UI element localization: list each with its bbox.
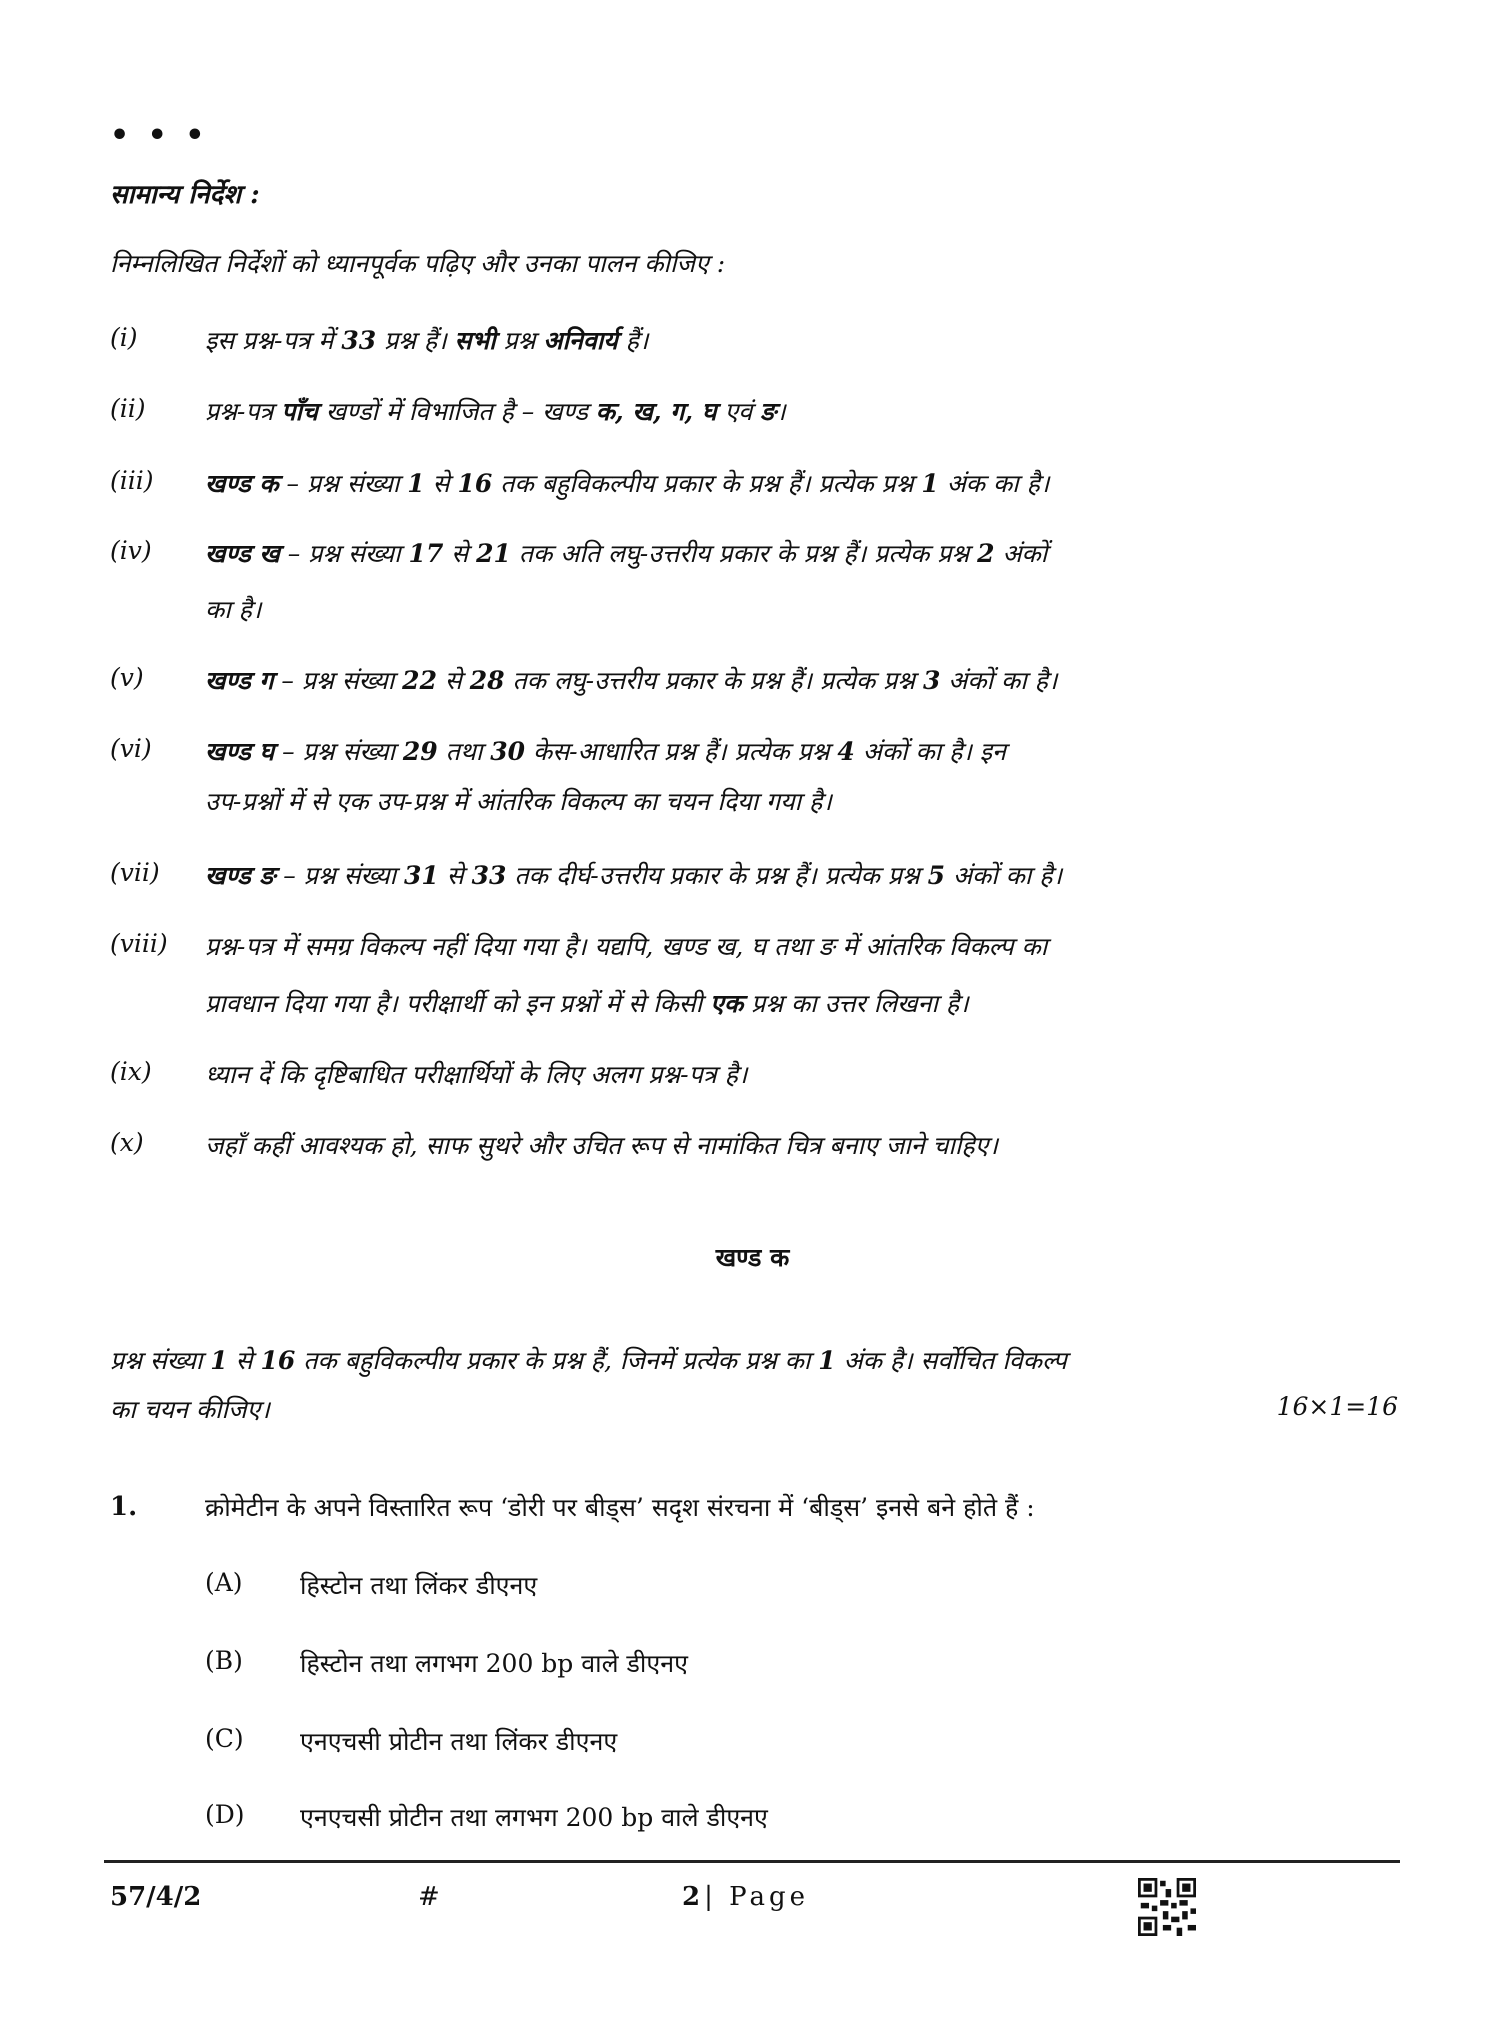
- text-segment: – प्रश्न संख्या: [275, 861, 405, 890]
- option-label: (C): [205, 1724, 244, 1753]
- instruction-number: (ix): [110, 1057, 152, 1086]
- text-segment: जहाँ कहीं आवश्यक हो, साफ सुथरे और उचित रूप से नामांकित चित्र बनाए जाने चाहिए।: [205, 1131, 998, 1160]
- instruction-line: [205, 1057, 747, 1091]
- instruction-line: [205, 663, 1057, 697]
- text-segment: – प्रश्न संख्या: [279, 539, 409, 568]
- text-segment: ध्यान दें कि दृष्टिबाधित परीक्षार्थियों के लिए अलग प्रश्न-पत्र है।: [205, 1060, 748, 1089]
- bold-text: सभी: [454, 326, 496, 355]
- instruction-line: [205, 466, 1049, 500]
- intro-line: [110, 1343, 1067, 1377]
- instruction-number: (x): [110, 1128, 144, 1157]
- text-segment: अंकों का है।: [940, 666, 1058, 695]
- page-number: 2: [682, 1882, 705, 1912]
- text-segment: हैं।: [617, 326, 649, 355]
- text-segment: तथा: [437, 737, 491, 766]
- footer-rule: [104, 1860, 1400, 1863]
- text-segment: – प्रश्न संख्या: [273, 666, 403, 695]
- bold-text: खण्ड ग: [205, 666, 274, 695]
- instructions-lead: निम्नलिखित निर्देशों को ध्यानपूर्वक पढ़िए और उनका पालन कीजिए :: [110, 249, 726, 278]
- option-text: एनएचसी प्रोटीन तथा लगभग 200 bp वाले डीएनए: [300, 1803, 768, 1832]
- text-segment: अंकों का है। इन: [854, 737, 1006, 766]
- bold-text: 16: [260, 1346, 296, 1375]
- instruction-line: [205, 323, 648, 357]
- instruction-number: (vii): [110, 858, 160, 887]
- instruction-number: (v): [110, 663, 144, 692]
- instruction-number: (viii): [110, 929, 168, 958]
- text-segment: खण्डों में विभाजित है – खण्ड: [317, 397, 596, 426]
- option-label: (D): [205, 1800, 245, 1829]
- bold-text: 3: [922, 666, 941, 695]
- instruction-number: (iii): [110, 466, 154, 495]
- option-text: हिस्टोन तथा लगभग 200 bp वाले डीएनए: [300, 1649, 688, 1678]
- bold-text: 1: [921, 469, 939, 498]
- text-segment: प्रश्न का उत्तर लिखना है।: [743, 989, 969, 1018]
- intro-line: [110, 1392, 270, 1426]
- bold-text: 33: [341, 326, 377, 355]
- bold-text: 31: [404, 861, 439, 890]
- instruction-number: (iv): [110, 536, 152, 565]
- text-segment: अंकों: [994, 539, 1048, 568]
- bold-text: एक: [710, 989, 744, 1018]
- section-title: खण्ड क: [715, 1243, 790, 1272]
- text-segment: एवं: [716, 397, 761, 426]
- text-segment: उप-प्रश्नों में से एक उप-प्रश्न में आंतरिक विकल्प का चयन दिया गया है।: [205, 787, 832, 816]
- qr-code-icon: [1138, 1878, 1196, 1936]
- text-segment: ।: [776, 397, 786, 426]
- bold-text: 2: [977, 539, 995, 568]
- page-label: | Page: [704, 1882, 809, 1912]
- instruction-line: [205, 784, 832, 818]
- text-segment: तक अति लघु-उत्तरीय प्रकार के प्रश्न हैं। प्रत्येक प्रश्न: [510, 539, 978, 568]
- text-segment: अंक है। सर्वोचित विकल्प: [835, 1346, 1067, 1375]
- text-segment: इस प्रश्न-पत्र में: [205, 326, 342, 355]
- instruction-number: (vi): [110, 734, 152, 763]
- text-segment: से: [443, 539, 477, 568]
- page-indicator: [682, 1882, 809, 1912]
- bold-text: 5: [927, 861, 945, 890]
- text-segment: – प्रश्न संख्या: [278, 469, 408, 498]
- header-dots: • • •: [110, 118, 209, 153]
- option-label: (A): [205, 1568, 243, 1597]
- text-segment: का है।: [205, 595, 262, 624]
- text-segment: अंकों का है।: [945, 861, 1063, 890]
- bold-text: 29: [402, 737, 438, 766]
- text-segment: तक दीर्घ-उत्तरीय प्रकार के प्रश्न हैं। प्रत्येक प्रश्न: [506, 861, 928, 890]
- instruction-number: (i): [110, 323, 138, 352]
- text-segment: से: [438, 861, 472, 890]
- instruction-line: [205, 986, 969, 1020]
- bold-text: खण्ड ख: [205, 539, 280, 568]
- bold-text: 1: [210, 1346, 228, 1375]
- bold-text: ङ: [760, 397, 777, 426]
- text-segment: से: [227, 1346, 261, 1375]
- bold-text: खण्ड क: [205, 469, 279, 498]
- text-segment: अंक का है।: [938, 469, 1050, 498]
- bold-text: 30: [490, 737, 526, 766]
- bold-text: खण्ड घ: [205, 737, 275, 766]
- paper-code: 57/4/2: [110, 1882, 202, 1912]
- bold-text: क, ख, ग, घ: [595, 397, 717, 426]
- bold-text: खण्ड ङ: [205, 861, 276, 890]
- instruction-line: [205, 734, 1006, 768]
- text-segment: प्रश्न हैं।: [376, 326, 455, 355]
- text-segment: तक बहुविकल्पीय प्रकार के प्रश्न हैं। प्रत्येक प्रश्न: [492, 469, 922, 498]
- text-segment: प्रश्न-पत्र: [205, 397, 282, 426]
- text-segment: प्रश्न-पत्र में समग्र विकल्प नहीं दिया गया है। यद्यपि, खण्ड ख, घ तथा ङ में आंतरिक विकल्प का: [205, 932, 1048, 961]
- bold-text: 1: [407, 469, 425, 498]
- bold-text: 22: [402, 666, 437, 695]
- bold-text: 17: [408, 539, 444, 568]
- text-segment: प्रावधान दिया गया है। परीक्षार्थी को इन प्रश्नों में से किसी: [205, 989, 711, 1018]
- bold-text: 21: [476, 539, 511, 568]
- bold-text: 33: [471, 861, 507, 890]
- instruction-line: [205, 536, 1047, 570]
- text-segment: से: [436, 666, 470, 695]
- instruction-line: [205, 1128, 998, 1162]
- bold-text: 1: [818, 1346, 836, 1375]
- bold-text: पाँच: [281, 397, 318, 426]
- text-segment: से: [424, 469, 458, 498]
- text-segment: तक बहुविकल्पीय प्रकार के प्रश्न हैं, जिनमें प्रत्येक प्रश्न का: [295, 1346, 819, 1375]
- instruction-line: [205, 394, 786, 428]
- instruction-line: [205, 858, 1062, 892]
- bold-text: अनिवार्य: [543, 326, 618, 355]
- text-segment: प्रश्न संख्या: [110, 1346, 211, 1375]
- general-instructions-heading: सामान्य निर्देश :: [110, 180, 260, 210]
- text-segment: – प्रश्न संख्या: [274, 737, 403, 766]
- bold-text: 16: [457, 469, 493, 498]
- section-marks: 16×1=16: [1276, 1392, 1398, 1421]
- instruction-number: (ii): [110, 394, 146, 423]
- instruction-line: [205, 592, 261, 626]
- bold-text: 4: [837, 737, 855, 766]
- hash-mark: #: [418, 1882, 440, 1912]
- text-segment: तक लघु-उत्तरीय प्रकार के प्रश्न हैं। प्रत्येक प्रश्न: [504, 666, 923, 695]
- option-text: हिस्टोन तथा लिंकर डीएनए: [300, 1571, 538, 1600]
- question-number: 1.: [110, 1492, 138, 1522]
- text-segment: प्रश्न: [495, 326, 544, 355]
- option-text: एनएचसी प्रोटीन तथा लिंकर डीएनए: [300, 1727, 618, 1756]
- option-label: (B): [205, 1646, 243, 1675]
- text-segment: का चयन कीजिए।: [110, 1395, 270, 1424]
- question-text: क्रोमेटीन के अपने विस्तारित रूप ‘डोरी पर बीड्स’ सदृश संरचना में ‘बीड्स’ इनसे बने होते हैं :: [205, 1493, 1035, 1522]
- instruction-line: [205, 929, 1047, 963]
- text-segment: केस-आधारित प्रश्न हैं। प्रत्येक प्रश्न: [525, 737, 838, 766]
- bold-text: 28: [469, 666, 505, 695]
